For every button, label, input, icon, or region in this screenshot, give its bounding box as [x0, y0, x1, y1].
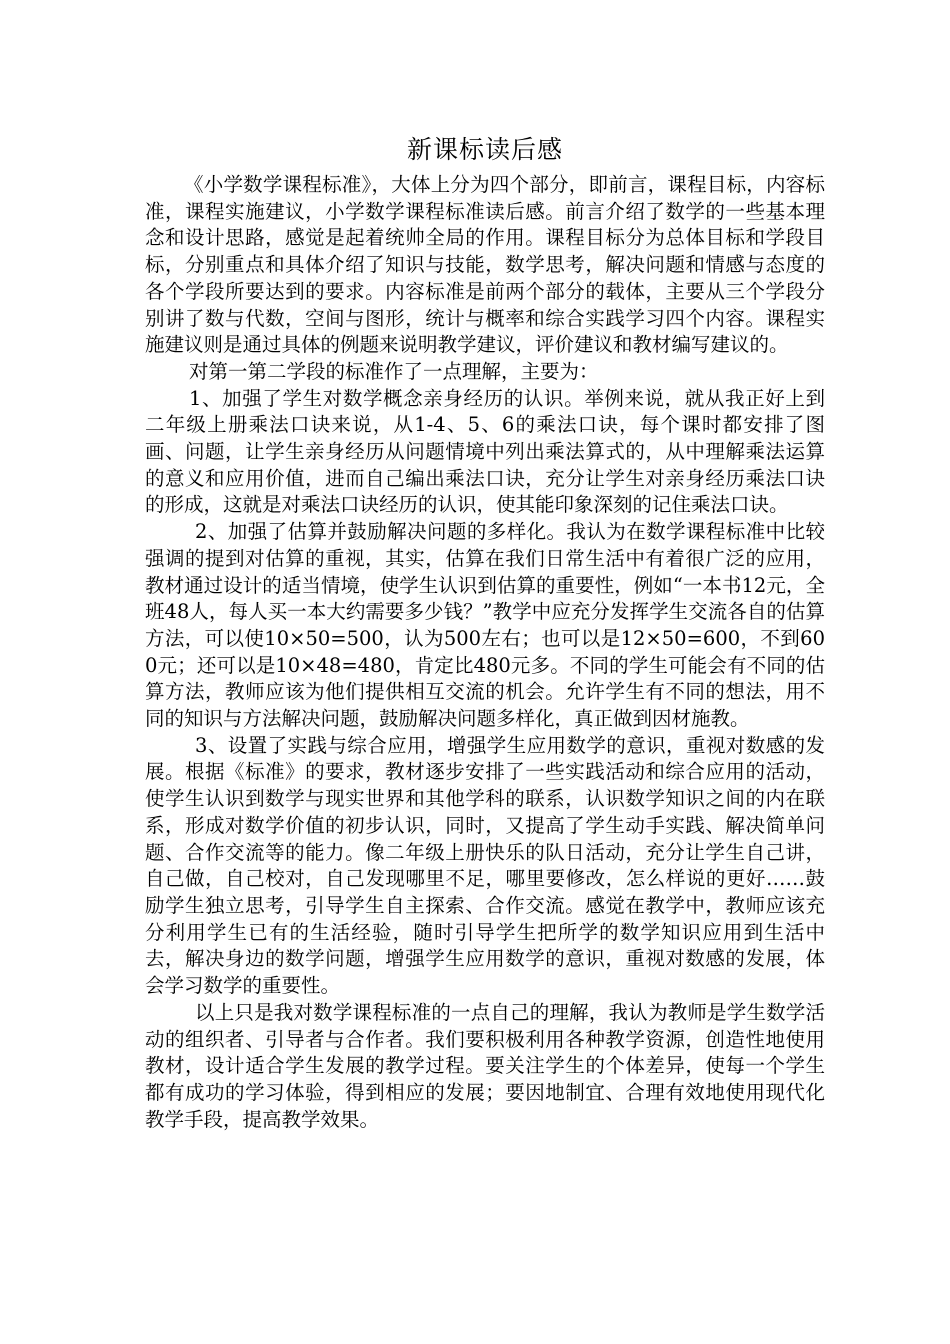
document-title: 新课标读后感 [406, 135, 563, 164]
paragraph-intro: 《小学数学课程标准》，大体上分为四个部分，即前言，课程目标，内容标准，课程实施建议，小学数学课程标准读后感。前言介绍了数学的一些基本理念和设计思路，感觉是起着统帅全局的作用。课程目标分为总体目标和学段目标，分别重点和具体介绍了知识与技能，数学思考，解决问题和情感与态度的各个学段所要达到的要求。内容标准是前两个部分的载体，主要从三个学段分别讲了数与代数，空间与图形，统计与概率和综合实践学习四个内容。课程实施建议则是通过具体的例题来说明教学建议，评价建议和教材编写建议的。 [145, 173, 825, 357]
paragraph-conclusion: 以上只是我对数学课程标准的一点自己的理解，我认为教师是学生数学活动的组织者、引导者与合作者。我们要积极利用各种教学资源，创造性地使用教材，设计适合学生发展的教学过程。要关注学生的个体差异，使每一个学生都有成功的学习体验，得到相应的发展；要因地制宜、合理有效地使用现代化教学手段，提高教学效果。 [145, 1000, 825, 1131]
paragraph-point-2: 2、加强了估算并鼓励解决问题的多样化。我认为在数学课程标准中比较强调的提到对估算的重视，其实，估算在我们日常生活中有着很广泛的应用，教材通过设计的适当情境，使学生认识到估算的重要性，例如“一本书12元，全班48人，每人买一本大约需要多少钱？”教学中应充分发挥学生交流各自的估算方法，可以使10×50=500，认为500左右；也可以是12×50=600，不到600元；还可以是10×48=480，肯定比480元多。不同的学生可能会有不同的估算方法，教师应该为他们提供相互交流的机会。允许学生有不同的想法，用不同的知识与方法解决问题，鼓励解决问题多样化，真正做到因材施教。 [145, 520, 825, 731]
paragraph-point-1: 1、加强了学生对数学概念亲身经历的认识。举例来说，就从我正好上到二年级上册乘法口诀来说，从1-4、5、6的乘法口诀，每个课时都安排了图画、问题，让学生亲身经历从问题情境中列出乘法算式的，从中理解乘法运算的意义和应用价值，进而自己编出乘法口诀，充分让学生对亲身经历乘法口诀的形成，这就是对乘法口诀经历的认识，使其能印象深刻的记住乘法口诀。 [145, 386, 825, 517]
document-page [145, 128, 825, 1133]
paragraph-understanding: 对第一第二学段的标准作了一点理解，主要为： [189, 359, 599, 383]
paragraph-point-3: 3、设置了实践与综合应用，增强学生应用数学的意识，重视对数感的发展。根据《标准》的要求，教材逐步安排了一些实践活动和综合应用的活动，使学生认识到数学与现实世界和其他学科的联系，认识数学知识之间的内在联系，形成对数学价值的初步认识，同时，又提高了学生动手实践、解决简单问题、合作交流等的能力。像二年级上册快乐的队日活动，充分让学生自己讲，自己做，自己校对，自己发现哪里不足，哪里要修改，怎么样说的更好……鼓励学生独立思考，引导学生自主探索、合作交流。感觉在教学中，教师应该充分利用学生已有的生活经验，随时引导学生把所学的数学知识应用到生活中去，解决身边的数学问题，增强学生应用数学的意识，重视对数感的发展，体会学习数学的重要性。 [145, 733, 825, 998]
